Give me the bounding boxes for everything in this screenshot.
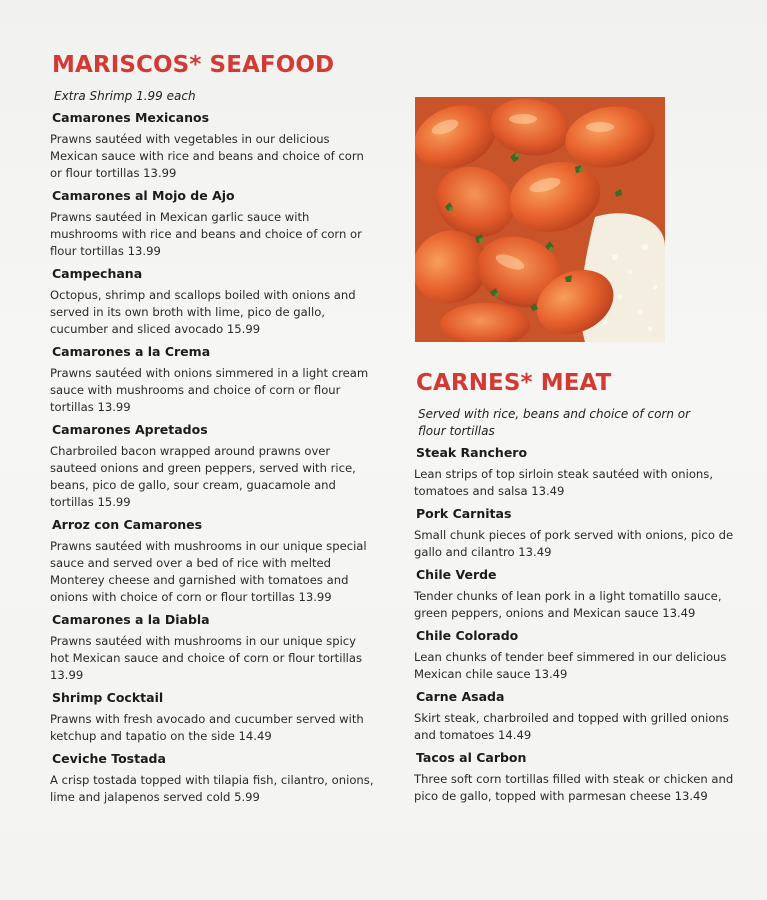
menu-item-description: Prawns sautéed with vegetables in our delicious Mexican sauce with rice and beans and choice of corn or flour tortillas 13.99	[50, 132, 364, 180]
menu-item	[410, 445, 740, 500]
menu-item-description: A crisp tostada topped with tilapia fish, cilantro, onions, lime and jalapenos served cold 5.99	[50, 773, 374, 804]
menu-item	[46, 690, 376, 745]
menu-item-description: Charbroiled bacon wrapped around prawns over sauteed onions and green peppers, served with rice, beans, pico de gallo, sour cream, guacamole and tortillas 15.99	[50, 444, 356, 509]
menu-item	[410, 567, 740, 622]
menu-item-name: Camarones a la Crema	[52, 344, 211, 359]
menu-item-name: Tacos al Carbon	[416, 750, 527, 765]
menu-item	[46, 266, 376, 338]
menu-item	[46, 612, 376, 684]
shrimp-dish-photo	[415, 97, 665, 342]
meat-section	[410, 370, 740, 811]
menu-item-name: Pork Carnitas	[416, 506, 512, 521]
menu-item-name: Shrimp Cocktail	[52, 690, 164, 705]
menu-item-description: Skirt steak, charbroiled and topped with grilled onions and tomatoes 14.49	[414, 711, 729, 742]
menu-item	[46, 517, 376, 606]
menu-item-description: Prawns with fresh avocado and cucumber served with ketchup and tapatio on the side 14.49	[50, 712, 364, 743]
menu-item	[46, 344, 376, 416]
menu-item	[46, 110, 376, 182]
menu-item-name: Camarones Mexicanos	[52, 110, 210, 125]
menu-item-description: Small chunk pieces of pork served with onions, pico de gallo and cilantro 13.49	[414, 528, 734, 559]
menu-item-name: Camarones al Mojo de Ajo	[52, 188, 235, 203]
menu-item	[410, 628, 740, 683]
menu-item	[410, 750, 740, 805]
menu-item-name: Camarones Apretados	[52, 422, 208, 437]
seafood-section	[46, 52, 376, 812]
menu-item-name: Chile Verde	[416, 567, 497, 582]
seafood-title: MARISCOS* SEAFOOD	[52, 52, 335, 78]
shrimp-dish-illustration	[415, 97, 665, 342]
menu-item-name: Ceviche Tostada	[52, 751, 166, 766]
menu-item-name: Carne Asada	[416, 689, 505, 704]
menu-item-description: Three soft corn tortillas filled with steak or chicken and pico de gallo, topped with parmesan cheese 13.49	[414, 772, 734, 803]
menu-item-name: Campechana	[52, 266, 143, 281]
menu-item-description: Lean strips of top sirloin steak sautéed with onions, tomatoes and salsa 13.49	[414, 467, 714, 498]
menu-item-description: Prawns sautéed with mushrooms in our unique spicy hot Mexican sauce and choice of corn or flour tortillas 13.99	[50, 634, 363, 682]
menu-item	[46, 751, 376, 806]
menu-item	[46, 188, 376, 260]
menu-item-description: Tender chunks of lean pork in a light tomatillo sauce, green peppers, onions and Mexican sauce 13.49	[414, 589, 722, 620]
menu-item-description: Prawns sautéed with mushrooms in our unique special sauce and served over a bed of rice with melted Monterey cheese and garnished with tomatoes and onions with choice of corn or flour tortillas 13.99	[50, 539, 367, 604]
menu-item-name: Chile Colorado	[416, 628, 519, 643]
menu-item	[410, 506, 740, 561]
menu-item-name: Camarones a la Diabla	[52, 612, 210, 627]
seafood-note: Extra Shrimp 1.99 each	[54, 89, 196, 103]
menu-item-description: Lean chunks of tender beef simmered in our delicious Mexican chile sauce 13.49	[414, 650, 727, 681]
menu-item-description: Octopus, shrimp and scallops boiled with onions and served in its own broth with lime, pico de gallo, cucumber and sliced avocado 15.99	[50, 288, 356, 336]
meat-title: CARNES* MEAT	[416, 370, 612, 396]
menu-item-description: Prawns sautéed in Mexican garlic sauce with mushrooms with rice and beans and choice of corn or flour tortillas 13.99	[50, 210, 362, 258]
menu-item	[410, 689, 740, 744]
menu-item	[46, 422, 376, 511]
meat-note: Served with rice, beans and choice of corn or flour tortillas	[418, 407, 691, 438]
menu-item-name: Arroz con Camarones	[52, 517, 203, 532]
menu-item-description: Prawns sautéed with onions simmered in a light cream sauce with mushrooms and choice of corn or flour tortillas 13.99	[50, 366, 369, 414]
menu-item-name: Steak Ranchero	[416, 445, 528, 460]
